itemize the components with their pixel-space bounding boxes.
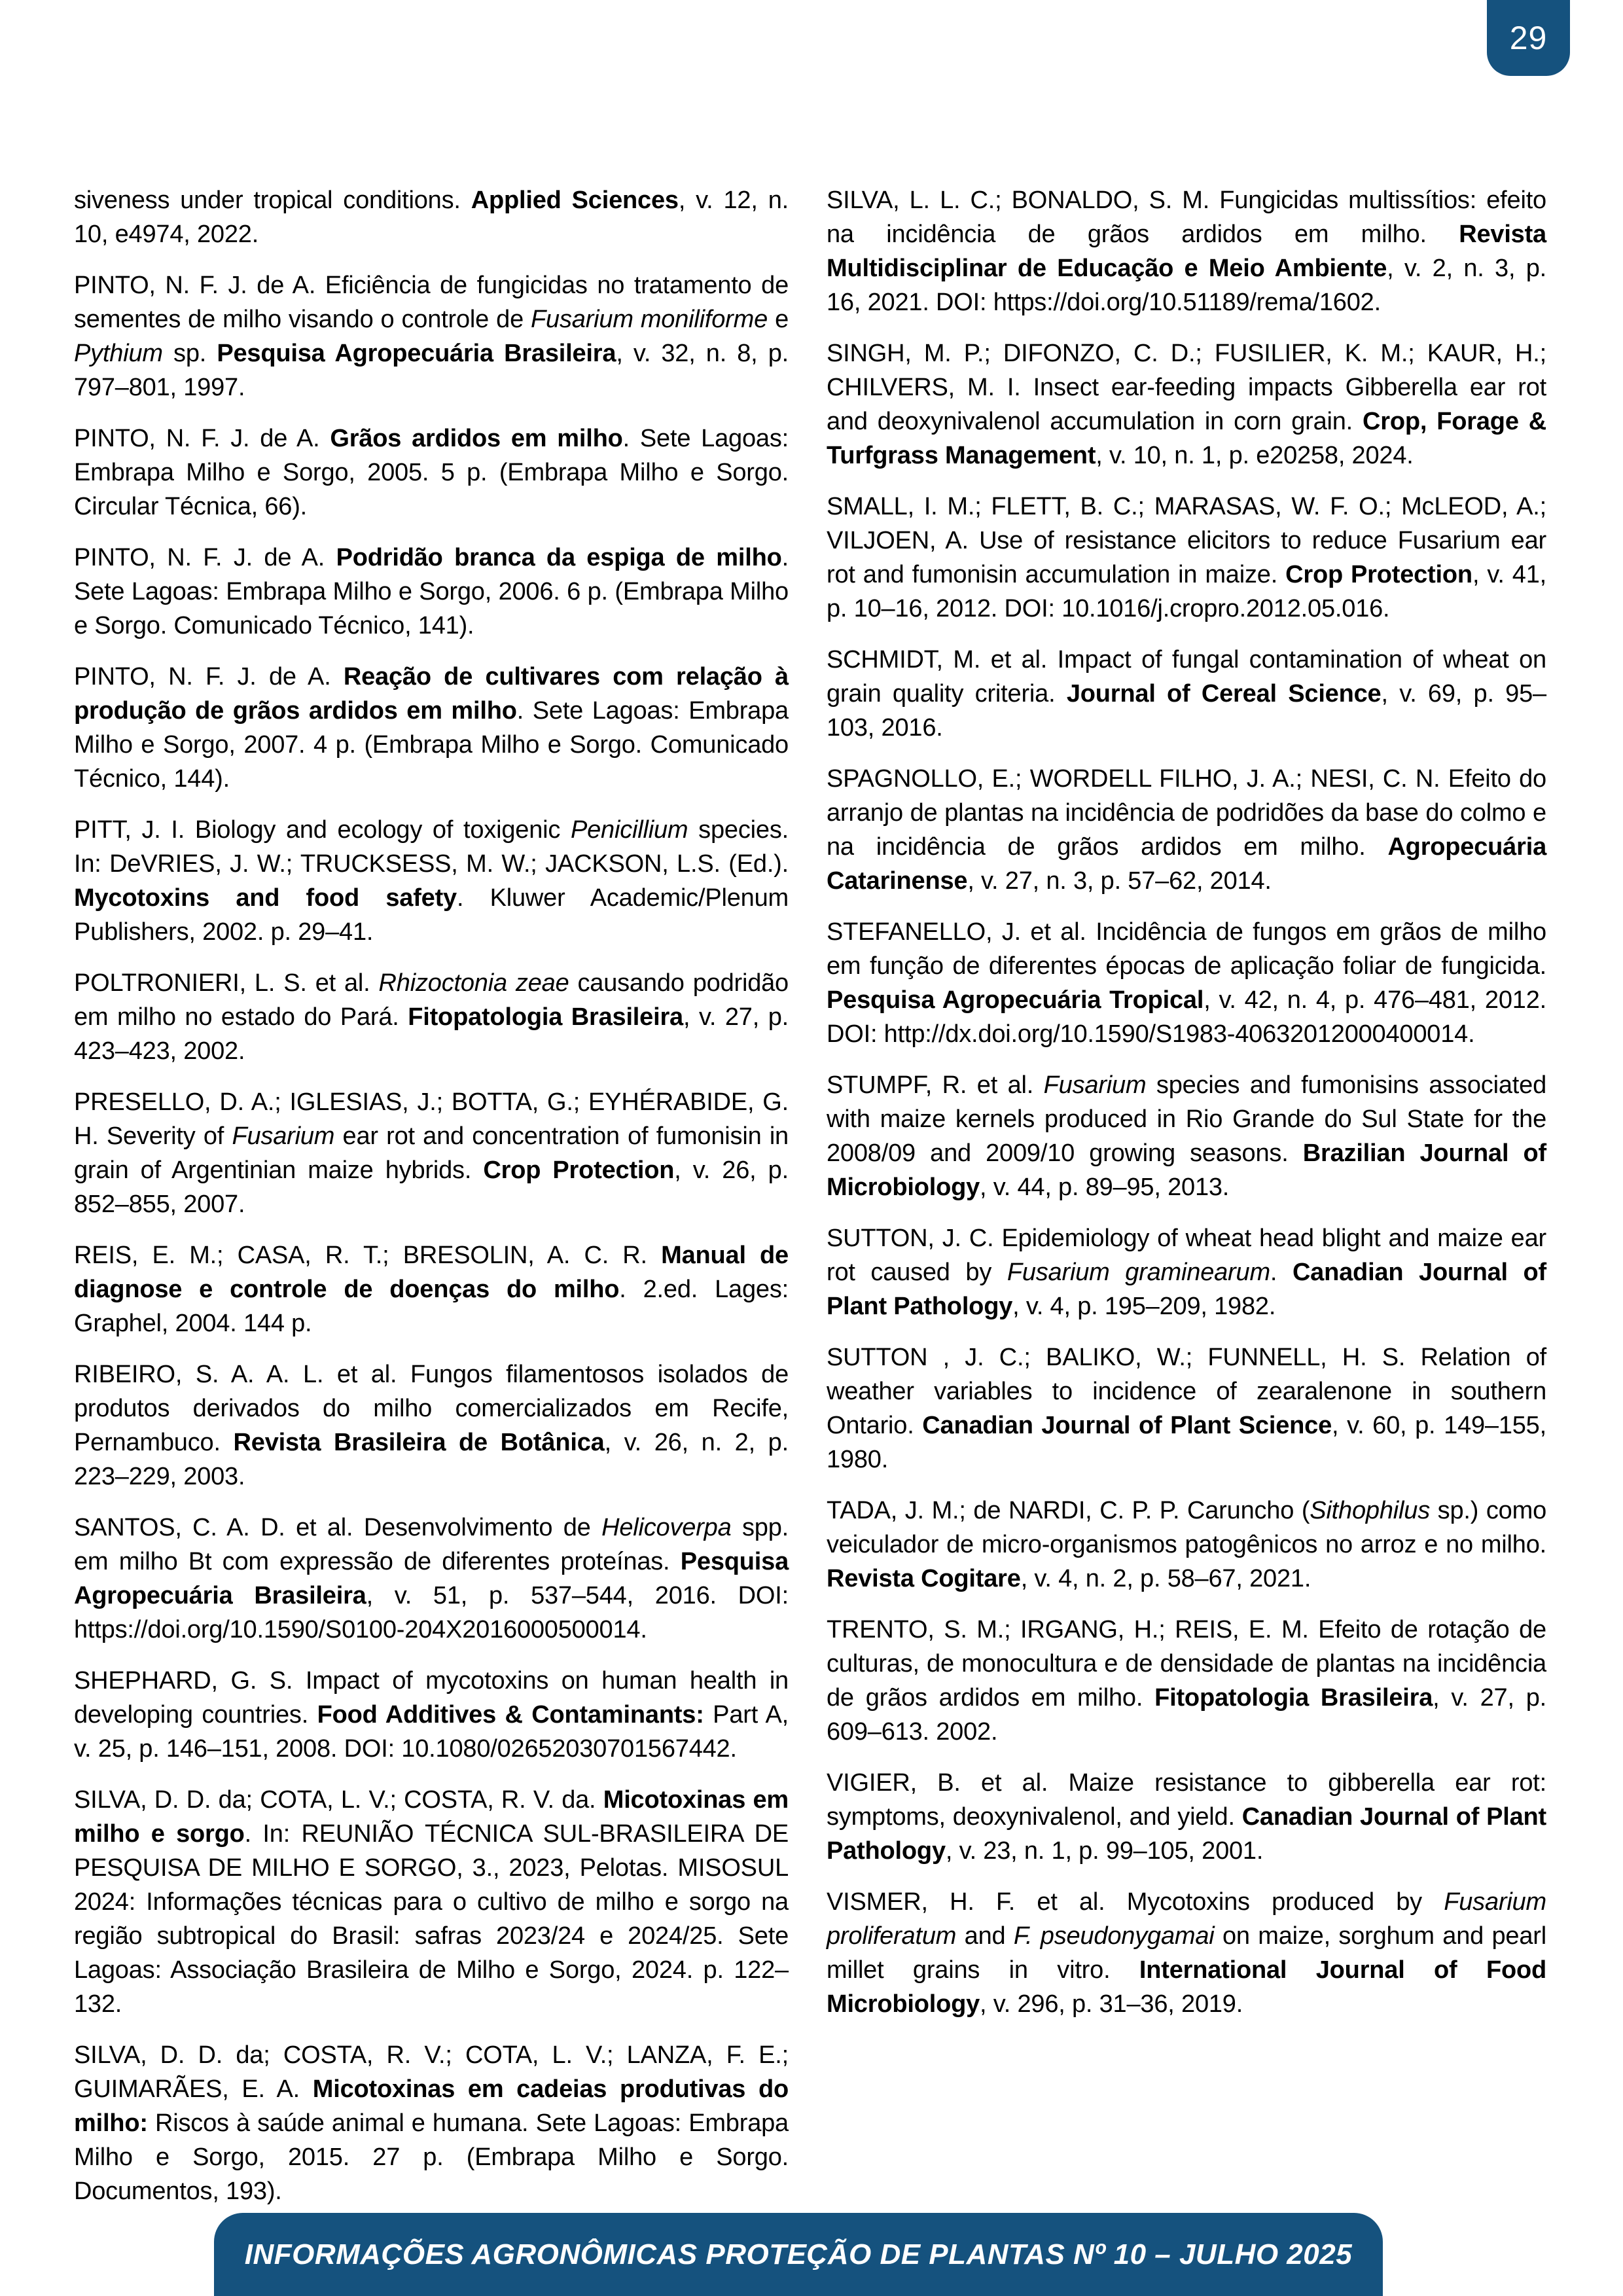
reference-item bbox=[74, 1664, 789, 1766]
reference-text-run: and bbox=[956, 1922, 1014, 1950]
reference-text-run: POLTRONIERI, L. S. et al. bbox=[74, 969, 379, 997]
reference-text-run: on maize, sorghum and pearl millet grains in vitro. bbox=[827, 1922, 1546, 1984]
reference-text-run: siveness under tropical conditions. bbox=[74, 187, 471, 214]
reference-text-run: sp.) como veiculador de micro-organismos patogênicos no arroz e no milho. bbox=[827, 1497, 1546, 1558]
reference-item bbox=[74, 2038, 789, 2208]
reference-text-run: Agropecuária Catarinense bbox=[827, 833, 1546, 895]
reference-text-run: Micotoxinas em cadeias produtivas do milho: bbox=[74, 2075, 789, 2137]
reference-item bbox=[827, 762, 1546, 898]
reference-item bbox=[827, 336, 1546, 473]
reference-text-run: , v. 51, p. 537–544, 2016. DOI: https://doi.org/10.1590/S0100-204X2016000500014. bbox=[74, 1582, 789, 1643]
reference-text-run: Pesquisa Agropecuária Brasileira bbox=[74, 1548, 789, 1609]
reference-text-run: , v. 23, n. 1, p. 99–105, 2001. bbox=[945, 1837, 1264, 1865]
reference-text-run: PINTO, N. F. J. de A. bbox=[74, 663, 344, 691]
reference-text-run: Fusarium bbox=[232, 1122, 335, 1150]
reference-text-run: . 2.ed. Lages: Graphel, 2004. 144 p. bbox=[74, 1276, 789, 1337]
reference-text-run: Food Additives & Contaminants: bbox=[317, 1701, 704, 1729]
reference-text-run: , v. 2, n. 3, p. 16, 2021. DOI: https://doi.org/10.51189/rema/1602. bbox=[827, 255, 1546, 316]
reference-item bbox=[74, 1783, 789, 2021]
reference-text-run: PITT, J. I. Biology and ecology of toxigenic bbox=[74, 816, 571, 844]
reference-text-run: VIGIER, B. et al. Maize resistance to gibberella ear rot: symptoms, deoxynivalenol, and yield. bbox=[827, 1769, 1546, 1831]
reference-text-run: SILVA, L. L. C.; BONALDO, S. M. Fungicidas multissítios: efeito na incidência de grãos ardidos em milho. bbox=[827, 187, 1546, 248]
reference-text-run: Journal of Cereal Science bbox=[1066, 680, 1382, 708]
reference-text-run: F. pseudonygamai bbox=[1013, 1922, 1215, 1950]
reference-text-run: e bbox=[768, 306, 789, 333]
reference-text-run: Canadian Journal of Plant Science bbox=[922, 1412, 1332, 1439]
reference-text-run: SUTTON , J. C.; BALIKO, W.; FUNNELL, H. S. Relation of weather variables to incidence of zearalenone in southern Ontario. bbox=[827, 1344, 1546, 1439]
reference-text-run: Pesquisa Agropecuária Brasileira bbox=[217, 340, 616, 367]
reference-text-run: , v. 26, n. 2, p. 223–229, 2003. bbox=[74, 1429, 789, 1490]
reference-text-run: , v. 4, n. 2, p. 58–67, 2021. bbox=[1020, 1565, 1311, 1592]
reference-text-run: Canadian Journal of Plant Pathology bbox=[827, 1259, 1547, 1320]
reference-text-run: PINTO, N. F. J. de A. bbox=[74, 544, 336, 571]
reference-text-run: Crop, Forage & Turfgrass Management bbox=[827, 408, 1546, 469]
reference-text-run: Riscos à saúde animal e humana. Sete Lagoas: Embrapa Milho e Sorgo, 2015. 27 p. (Embrapa Milho e Sorgo. Documentos, 193). bbox=[74, 2109, 789, 2205]
page-number: 29 bbox=[1509, 20, 1548, 56]
reference-text-run: Manual de diagnose e controle de doenças do milho bbox=[74, 1242, 789, 1303]
reference-text-run: Grãos ardidos em milho bbox=[330, 425, 623, 452]
reference-item bbox=[827, 1221, 1546, 1323]
reference-text-run: Crop Protection bbox=[483, 1157, 675, 1184]
reference-item bbox=[827, 1068, 1546, 1204]
reference-item bbox=[74, 183, 789, 251]
reference-text-run: , v. 12, n. 10, e4974, 2022. bbox=[74, 187, 789, 248]
reference-text-run: Fusarium bbox=[1043, 1071, 1147, 1099]
reference-text-run: Sithophilus bbox=[1310, 1497, 1430, 1524]
reference-text-run: SANTOS, C. A. D. et al. Desenvolvimento de bbox=[74, 1514, 602, 1541]
reference-text-run: . bbox=[1270, 1259, 1293, 1286]
reference-text-run: PRESELLO, D. A.; IGLESIAS, J.; BOTTA, G.; EYHÉRABIDE, G. H. Severity of bbox=[74, 1088, 789, 1150]
reference-text-run: , v. 42, n. 4, p. 476–481, 2012. DOI: http://dx.doi.org/10.1590/S1983-40632012000400014. bbox=[827, 986, 1546, 1048]
reference-item bbox=[827, 1340, 1546, 1477]
reference-text-run: , v. 69, p. 95–103, 2016. bbox=[827, 680, 1546, 742]
reference-text-run: SCHMIDT, M. et al. Impact of fungal contamination of wheat on grain quality criteria. bbox=[827, 646, 1546, 708]
reference-text-run: SUTTON, J. C. Epidemiology of wheat head blight and maize ear rot caused by bbox=[827, 1225, 1546, 1286]
reference-item bbox=[827, 643, 1546, 745]
reference-text-run: RIBEIRO, S. A. A. L. et al. Fungos filamentosos isolados de produtos derivados do milho comercializados em Recife, Pernambuco. bbox=[74, 1361, 789, 1456]
reference-text-run: Applied Sciences bbox=[471, 187, 679, 214]
reference-text-run: Fusarium graminearum bbox=[1007, 1259, 1270, 1286]
reference-text-run: Fusarium proliferatum bbox=[827, 1888, 1546, 1950]
reference-text-run: . Sete Lagoas: Embrapa Milho e Sorgo, 2007. 4 p. (Embrapa Milho e Sorgo. Comunicado Técnico, 144). bbox=[74, 697, 789, 793]
reference-item bbox=[827, 1494, 1546, 1596]
footer-title: INFORMAÇÕES AGRONÔMICAS PROTEÇÃO DE PLANTAS Nº 10 – JULHO 2025 bbox=[244, 2238, 1353, 2270]
reference-item bbox=[74, 660, 789, 796]
reference-text-run: . Sete Lagoas: Embrapa Milho e Sorgo, 2005. 5 p. (Embrapa Milho e Sorgo. Circular Técnica, 66). bbox=[74, 425, 789, 520]
reference-text-run: Fitopatologia Brasileira bbox=[408, 1003, 683, 1031]
reference-text-run: TADA, J. M.; de NARDI, C. P. P. Caruncho ( bbox=[827, 1497, 1310, 1524]
reference-text-run: VISMER, H. F. et al. Mycotoxins produced by bbox=[827, 1888, 1444, 1916]
reference-text-run: International Journal of Food Microbiology bbox=[827, 1956, 1546, 2018]
references-left-column bbox=[74, 183, 789, 2225]
reference-text-run: Crop Protection bbox=[1285, 561, 1472, 588]
reference-item bbox=[74, 813, 789, 949]
reference-item bbox=[827, 183, 1546, 319]
reference-text-run: species and fumonisins associated with maize kernels produced in Rio Grande do Sul State for the 2008/09 and 2009/10 growing seasons. bbox=[827, 1071, 1546, 1167]
reference-text-run: Reação de cultivares com relação à produção de grãos ardidos em milho bbox=[74, 663, 789, 725]
reference-item bbox=[74, 268, 789, 404]
reference-text-run: species. In: DeVRIES, J. W.; TRUCKSESS, M. W.; JACKSON, L.S. (Ed.). bbox=[74, 816, 789, 878]
reference-text-run: spp. em milho Bt com expressão de diferentes proteínas. bbox=[74, 1514, 789, 1575]
reference-text-run: TRENTO, S. M.; IRGANG, H.; REIS, E. M. Efeito de rotação de culturas, de monocultura e de densidade de plantas na incidência de grãos ardidos em milho. bbox=[827, 1616, 1546, 1712]
reference-text-run: , v. 296, p. 31–36, 2019. bbox=[980, 1990, 1243, 2018]
reference-text-run: REIS, E. M.; CASA, R. T.; BRESOLIN, A. C. R. bbox=[74, 1242, 662, 1269]
reference-text-run: Penicillium bbox=[570, 816, 688, 844]
reference-text-run: SINGH, M. P.; DIFONZO, C. D.; FUSILIER, K. M.; KAUR, H.; CHILVERS, M. I. Insect ear-feeding impacts Gibberella ear rot and deoxynivalenol accumulation in corn grain. bbox=[827, 340, 1546, 435]
reference-text-run: Revista Cogitare bbox=[827, 1565, 1021, 1592]
reference-item bbox=[74, 966, 789, 1068]
reference-text-run: Rhizoctonia zeae bbox=[378, 969, 569, 997]
reference-item bbox=[827, 490, 1546, 626]
reference-text-run: , v. 41, p. 10–16, 2012. DOI: 10.1016/j.cropro.2012.05.016. bbox=[827, 561, 1546, 622]
reference-item bbox=[74, 422, 789, 524]
reference-text-run: ear rot and concentration of fumonisin in grain of Argentinian maize hybrids. bbox=[74, 1122, 789, 1184]
reference-text-run: STUMPF, R. et al. bbox=[827, 1071, 1044, 1099]
reference-item bbox=[827, 1766, 1546, 1868]
reference-text-run: . Sete Lagoas: Embrapa Milho e Sorgo, 2006. 6 p. (Embrapa Milho e Sorgo. Comunicado Técnico, 141). bbox=[74, 544, 789, 639]
reference-text-run: Part A, v. 25, p. 146–151, 2008. DOI: 10.1080/02652030701567442. bbox=[74, 1701, 789, 1763]
reference-text-run: , v. 32, n. 8, p. 797–801, 1997. bbox=[74, 340, 789, 401]
reference-text-run: Revista Multidisciplinar de Educação e Meio Ambiente bbox=[827, 221, 1546, 282]
reference-text-run: SPAGNOLLO, E.; WORDELL FILHO, J. A.; NESI, C. N. Efeito do arranjo de plantas na incidência de podridões da base do colmo e na incidência de grãos ardidos em milho. bbox=[827, 765, 1546, 861]
reference-text-run: , v. 27, n. 3, p. 57–62, 2014. bbox=[967, 867, 1272, 895]
reference-text-run: . Kluwer Academic/Plenum Publishers, 2002. p. 29–41. bbox=[74, 884, 789, 946]
reference-text-run: Canadian Journal of Plant Pathology bbox=[827, 1803, 1546, 1865]
reference-text-run: SMALL, I. M.; FLETT, B. C.; MARASAS, W. F. O.; McLEOD, A.; VILJOEN, A. Use of resistance elicitors to reduce Fusarium ear rot and fumonisin accumulation in maize. bbox=[827, 493, 1546, 588]
reference-text-run: Fitopatologia Brasileira bbox=[1154, 1684, 1433, 1712]
references-right-column bbox=[827, 183, 1546, 2038]
reference-item bbox=[74, 541, 789, 643]
reference-text-run: . In: REUNIÃO TÉCNICA SUL-BRASILEIRA DE PESQUISA DE MILHO E SORGO, 3., 2023, Pelotas. MISOSUL 2024: Informações técnicas para o cultivo de milho e sorgo na região subtropical do Brasil: safras 2023/24 e 2024/25. Sete Lagoas: Associação Brasileira de Milho e Sorgo, 2024. p. 122–132. bbox=[74, 1820, 789, 2018]
reference-text-run: Pesquisa Agropecuária Tropical bbox=[827, 986, 1204, 1014]
reference-text-run: Revista Brasileira de Botânica bbox=[233, 1429, 605, 1456]
reference-text-run: Brazilian Journal of Microbiology bbox=[827, 1139, 1546, 1201]
reference-text-run: STEFANELLO, J. et al. Incidência de fungos em grãos de milho em função de diferentes épocas de aplicação foliar de fungicida. bbox=[827, 918, 1546, 980]
reference-text-run: Micotoxinas em milho e sorgo bbox=[74, 1786, 789, 1848]
reference-text-run: SILVA, D. D. da; COSTA, R. V.; COTA, L. V.; LANZA, F. E.; GUIMARÃES, E. A. bbox=[74, 2041, 789, 2103]
reference-text-run: , v. 10, n. 1, p. e20258, 2024. bbox=[1096, 442, 1414, 469]
reference-text-run: Podridão branca da espiga de milho bbox=[336, 544, 782, 571]
reference-text-run: , v. 27, p. 609–613. 2002. bbox=[827, 1684, 1546, 1746]
reference-text-run: SILVA, D. D. da; COTA, L. V.; COSTA, R. V. da. bbox=[74, 1786, 603, 1814]
reference-text-run: Helicoverpa bbox=[601, 1514, 732, 1541]
page-number-badge bbox=[1487, 0, 1570, 76]
reference-text-run: , v. 60, p. 149–155, 1980. bbox=[827, 1412, 1546, 1473]
reference-text-run: , v. 27, p. 423–423, 2002. bbox=[74, 1003, 789, 1065]
reference-item bbox=[74, 1238, 789, 1340]
reference-item bbox=[827, 1613, 1546, 1749]
reference-text-run: PINTO, N. F. J. de A. Eficiência de fungicidas no tratamento de sementes de milho visando o controle de bbox=[74, 272, 789, 333]
reference-item bbox=[74, 1357, 789, 1494]
footer-bar bbox=[214, 2213, 1383, 2296]
reference-text-run: Fusarium moniliforme bbox=[531, 306, 768, 333]
reference-text-run: Pythium bbox=[74, 340, 163, 367]
reference-text-run: Mycotoxins and food safety bbox=[74, 884, 457, 912]
reference-item bbox=[74, 1085, 789, 1221]
reference-text-run: SHEPHARD, G. S. Impact of mycotoxins on human health in developing countries. bbox=[74, 1667, 789, 1729]
reference-text-run: , v. 4, p. 195–209, 1982. bbox=[1012, 1293, 1276, 1320]
reference-item bbox=[74, 1511, 789, 1647]
reference-item bbox=[827, 915, 1546, 1051]
reference-text-run: sp. bbox=[162, 340, 217, 367]
reference-text-run: PINTO, N. F. J. de A. bbox=[74, 425, 330, 452]
reference-text-run: , v. 26, p. 852–855, 2007. bbox=[74, 1157, 789, 1218]
reference-text-run: causando podridão em milho no estado do Pará. bbox=[74, 969, 789, 1031]
reference-text-run: , v. 44, p. 89–95, 2013. bbox=[980, 1174, 1230, 1201]
reference-item bbox=[827, 1885, 1546, 2021]
